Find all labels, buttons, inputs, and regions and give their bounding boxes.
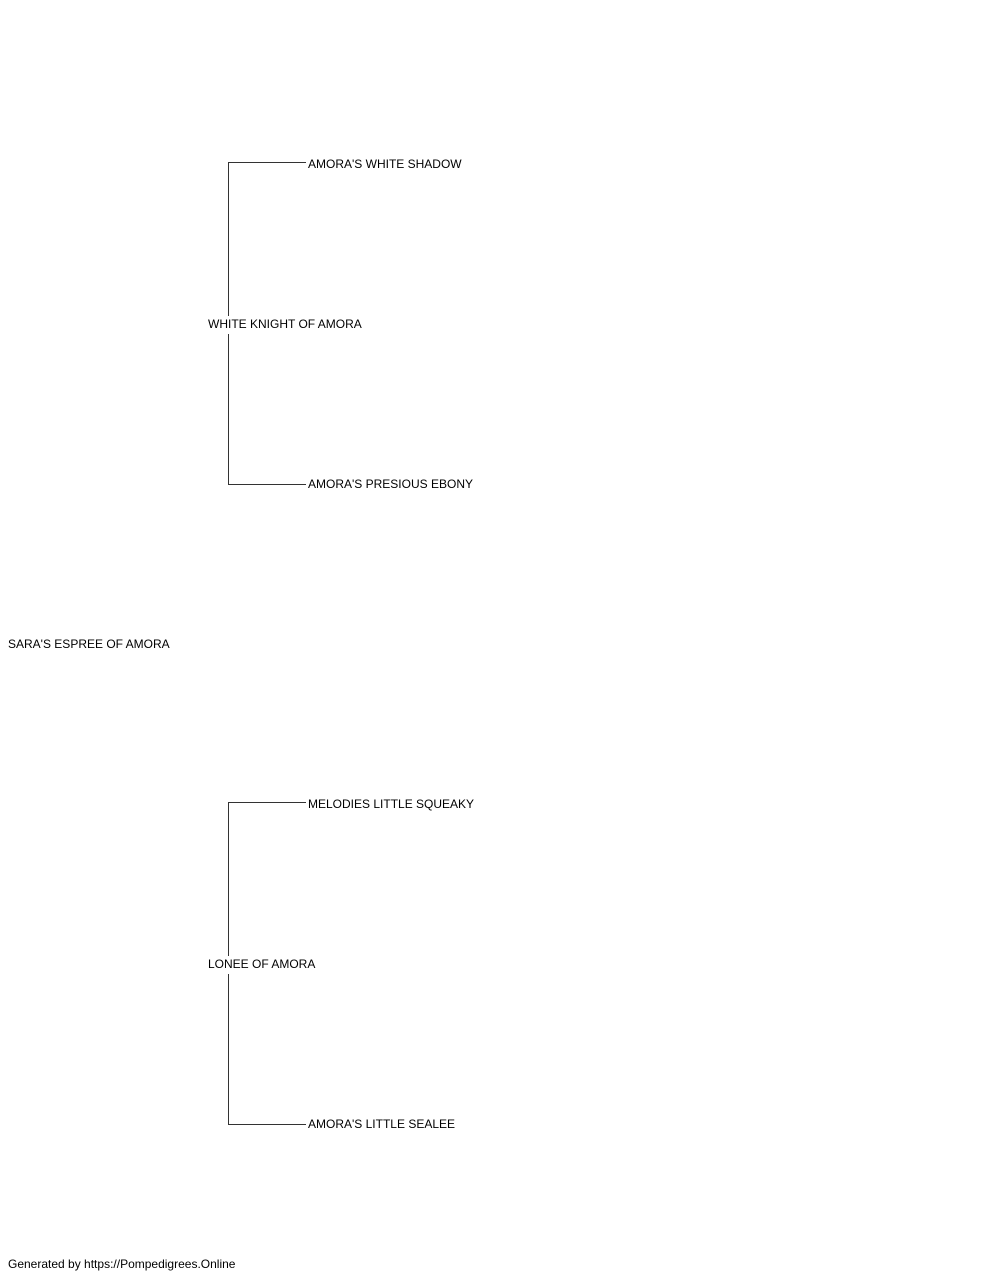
sire-sire-name: AMORA'S WHITE SHADOW [308,157,462,171]
dam-name: LONEE OF AMORA [208,957,316,971]
dam-dam-name: AMORA'S LITTLE SEALEE [308,1117,456,1131]
sire-name: WHITE KNIGHT OF AMORA [208,317,362,331]
sire-dam-name: AMORA'S PRESIOUS EBONY [308,477,473,491]
subject-name: SARA'S ESPREE OF AMORA [8,637,170,651]
dam-sire-name: MELODIES LITTLE SQUEAKY [308,797,475,811]
generator-credit: Generated by https://Pompedigrees.Online [8,1257,236,1271]
